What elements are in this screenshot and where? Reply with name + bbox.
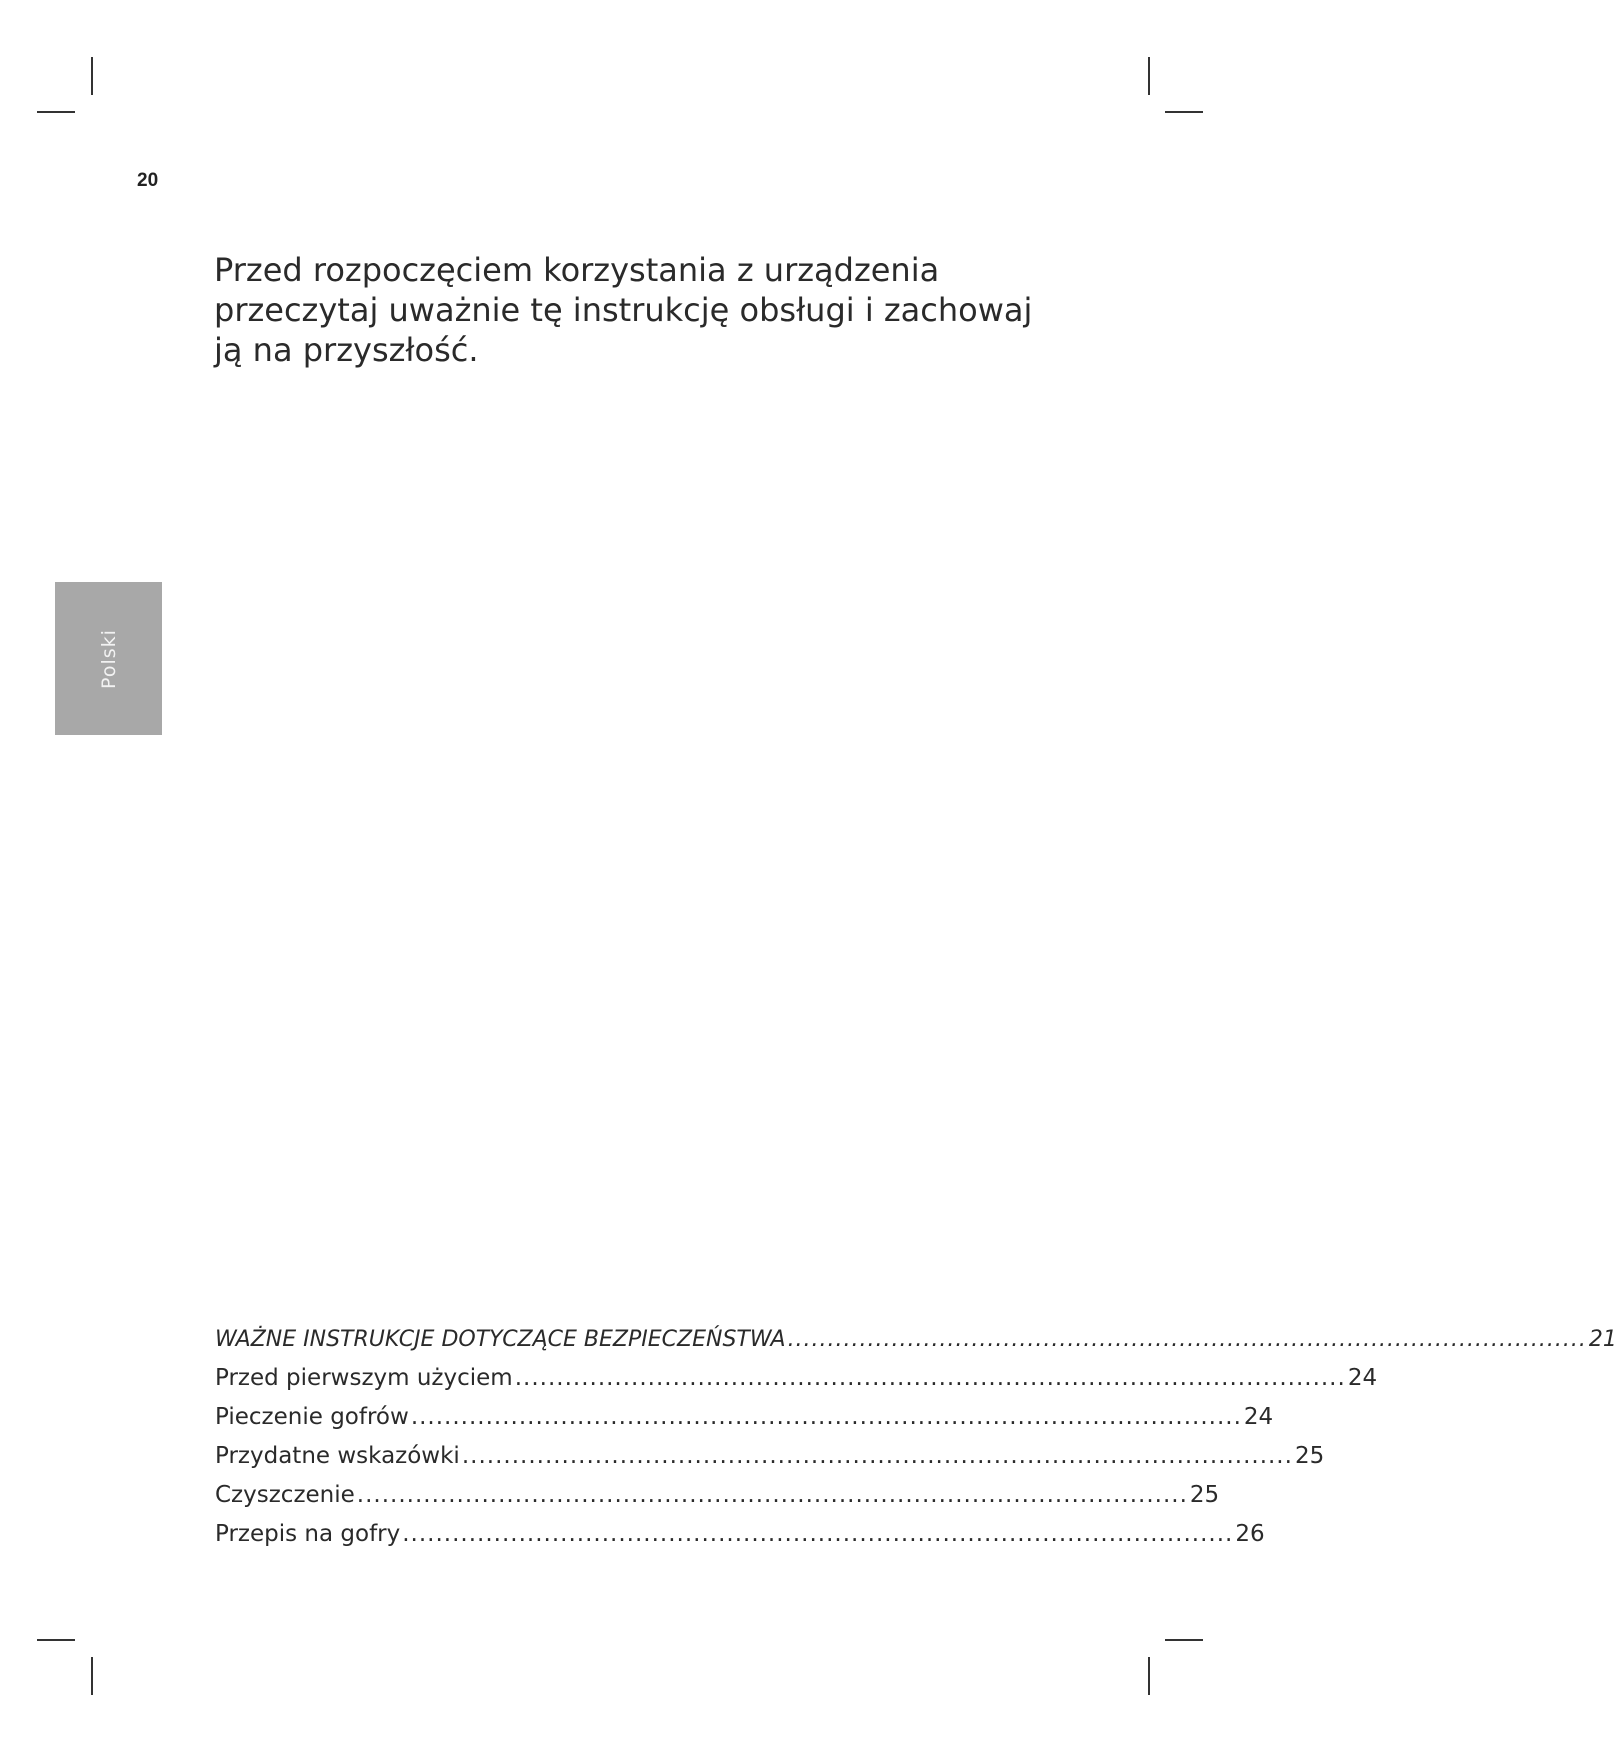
toc-leader-dots: .................................................................................................... — [461, 1443, 1293, 1469]
crop-mark — [1148, 57, 1150, 95]
toc-entry-page: 24 — [1243, 1404, 1274, 1430]
toc-entry-label: Przydatne wskazówki — [215, 1443, 460, 1469]
toc-entry[interactable] — [215, 1437, 1325, 1476]
intro-text: Przed rozpoczęciem korzystania z urządzenia przeczytaj uważnie tę instrukcję obsługi i zachowaj ją na przyszłość. — [214, 251, 1033, 369]
table-of-contents — [215, 1320, 1617, 1554]
toc-entry[interactable] — [215, 1320, 1617, 1359]
toc-entry[interactable] — [215, 1359, 1378, 1398]
toc-entry-page: 24 — [1347, 1365, 1378, 1391]
toc-leader-dots: .................................................................................................... — [787, 1327, 1587, 1352]
toc-entry-page: 26 — [1235, 1521, 1265, 1547]
toc-leader-dots: .................................................................................................... — [356, 1482, 1188, 1508]
toc-entry-label: Czyszczenie — [215, 1482, 355, 1508]
toc-entry[interactable] — [215, 1398, 1274, 1437]
crop-mark — [1165, 111, 1203, 113]
page-number: 20 — [137, 170, 159, 191]
toc-entry-page: 21 — [1588, 1327, 1617, 1352]
toc-entry[interactable] — [215, 1476, 1220, 1515]
language-tab-label: Polski — [97, 628, 120, 689]
toc-entry-label: Przed pierwszym użyciem — [215, 1365, 513, 1391]
toc-entry-label: WAŻNE INSTRUKCJE DOTYCZĄCE BEZPIECZEŃSTWA — [215, 1327, 786, 1352]
crop-mark — [1148, 1657, 1150, 1695]
toc-entry-page: 25 — [1189, 1482, 1220, 1508]
toc-leader-dots: .................................................................................................... — [410, 1404, 1242, 1430]
crop-mark — [91, 57, 93, 95]
crop-mark — [1165, 1639, 1203, 1641]
toc-entry-label: Przepis na gofry — [215, 1521, 401, 1547]
language-tab — [55, 582, 162, 735]
crop-mark — [37, 1639, 75, 1641]
toc-leader-dots: .................................................................................................... — [402, 1521, 1234, 1547]
toc-entry[interactable] — [215, 1515, 1265, 1554]
toc-entry-page: 25 — [1294, 1443, 1325, 1469]
crop-mark — [91, 1657, 93, 1695]
toc-entry-label: Pieczenie gofrów — [215, 1404, 409, 1430]
toc-leader-dots: .................................................................................................... — [514, 1365, 1346, 1391]
crop-mark — [37, 111, 75, 113]
